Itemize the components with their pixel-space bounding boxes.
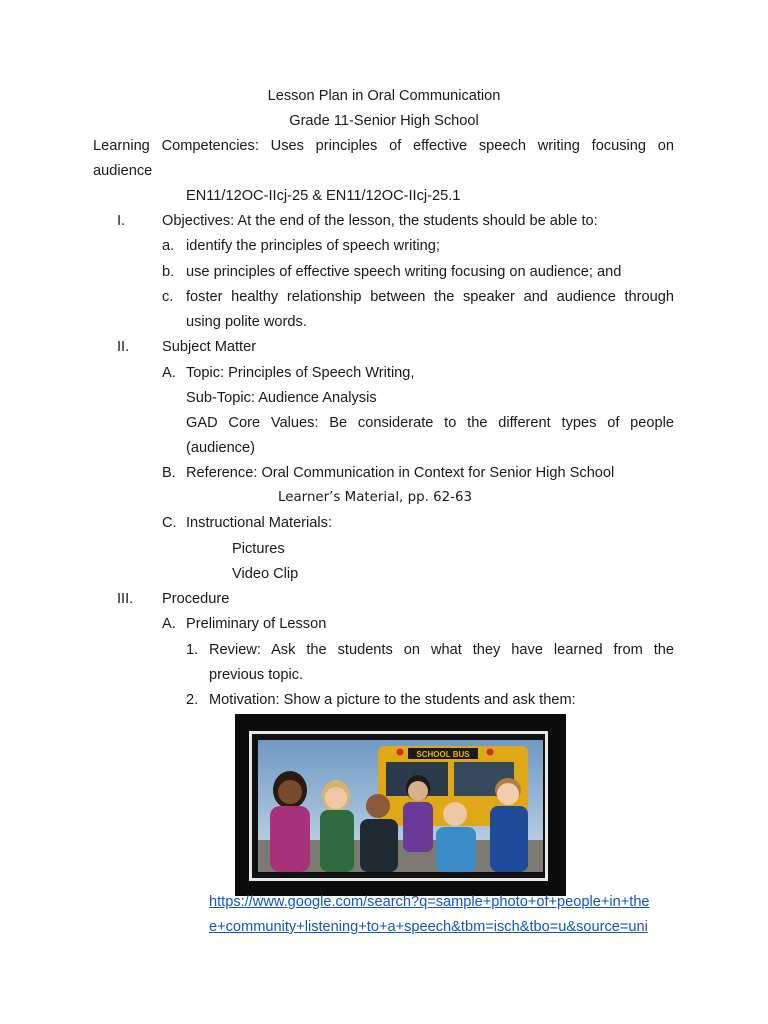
child-4 xyxy=(403,775,433,852)
step-review-line-2: previous topic. xyxy=(209,667,304,683)
objective-item-c-line-2: using polite words. xyxy=(186,314,307,330)
subtopic-text: Sub-Topic: Audience Analysis xyxy=(186,390,377,406)
objective-item-b: use principles of effective speech writing focusing on audience; and xyxy=(186,264,622,280)
section-numeral-subject-matter: II. xyxy=(117,339,130,355)
step-marker-2: 2. xyxy=(186,692,199,708)
document-title: Lesson Plan in Oral Communication xyxy=(267,88,501,104)
material-item-pictures: Pictures xyxy=(232,541,285,557)
gad-values-line-2: (audience) xyxy=(186,440,255,456)
step-motivation: Motivation: Show a picture to the students and ask them: xyxy=(209,692,576,708)
material-item-video-clip: Video Clip xyxy=(232,566,299,582)
topic-text: Topic: Principles of Speech Writing, xyxy=(186,365,415,381)
subject-matter-heading: Subject Matter xyxy=(162,339,257,355)
objective-marker-c: c. xyxy=(162,289,174,305)
materials-marker: C. xyxy=(162,515,177,531)
competency-codes: EN11/12OC-IIcj-25 & EN11/12OC-IIcj-25.1 xyxy=(186,188,461,204)
document-subtitle: Grade 11-Senior High School xyxy=(289,113,479,129)
reference-marker: B. xyxy=(162,465,176,481)
source-link-line-2[interactable] xyxy=(209,918,648,936)
step-review-line-1: Review: Ask the students on what they have learned from the xyxy=(209,642,674,658)
child-2 xyxy=(320,780,354,872)
objectives-heading: Objectives: At the end of the lesson, the students should be able to: xyxy=(162,213,598,229)
objective-item-a: identify the principles of speech writing; xyxy=(186,238,440,254)
bus-light-left xyxy=(397,749,404,756)
source-link-2[interactable]: e+community+listening+to+a+speech&tbm=isch&tbo=u&source=uni xyxy=(209,919,648,935)
reference-text: Reference: Oral Communication in Context for Senior High School xyxy=(186,465,615,481)
procedure-heading: Procedure xyxy=(162,591,230,607)
materials-heading: Instructional Materials: xyxy=(186,515,332,531)
bus-sign-text: SCHOOL BUS xyxy=(416,750,470,759)
children-school-bus-photo xyxy=(258,740,543,872)
objective-marker-a: a. xyxy=(162,238,175,254)
competencies-line-2: audience xyxy=(93,163,153,179)
source-link-1[interactable]: https://www.google.com/search?q=sample+photo+of+people+in+the xyxy=(209,894,650,910)
section-numeral-procedure: III. xyxy=(117,591,134,607)
prelim-marker: A. xyxy=(162,616,176,632)
photo-illustration xyxy=(258,740,543,872)
section-numeral-objectives: I. xyxy=(117,213,126,229)
bus-light-right xyxy=(487,749,494,756)
competencies-line-1: Learning Competencies: Uses principles of effective speech writing focusing on xyxy=(93,138,674,154)
step-marker-1: 1. xyxy=(186,642,199,658)
source-link-line-1[interactable] xyxy=(209,893,650,911)
child-1 xyxy=(270,771,310,872)
reference-pages: Learner’s Material, pp. 62-63 xyxy=(278,490,472,505)
gad-values-line-1: GAD Core Values: Be considerate to the different types of people xyxy=(186,415,674,431)
prelim-heading: Preliminary of Lesson xyxy=(186,616,327,632)
topic-marker: A. xyxy=(162,365,176,381)
objective-item-c-line-1: foster healthy relationship between the speaker and audience through xyxy=(186,289,674,305)
objective-marker-b: b. xyxy=(162,264,175,280)
